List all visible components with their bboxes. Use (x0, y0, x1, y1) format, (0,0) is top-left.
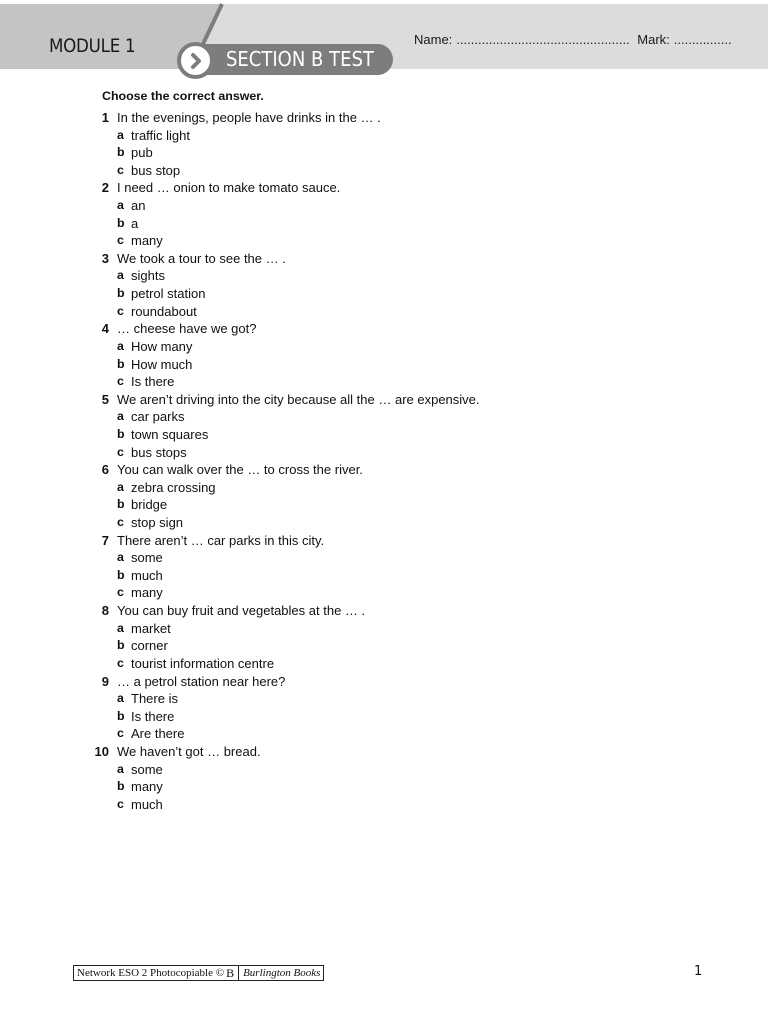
answer-option (0, 408, 768, 426)
option-text: town squares (131, 426, 209, 442)
option-letter: c (117, 796, 124, 811)
answer-option (0, 690, 768, 708)
answer-option (0, 496, 768, 514)
question-row (0, 532, 768, 550)
answer-option (0, 725, 768, 743)
option-text: tourist information centre (131, 655, 275, 671)
question-number: 5 (101, 391, 109, 407)
option-text: many (131, 585, 163, 601)
option-letter: c (117, 374, 124, 389)
question-text: You can buy fruit and vegetables at the … . (117, 603, 366, 619)
option-letter: a (117, 127, 124, 142)
option-letter: a (117, 620, 124, 635)
option-text: Is there (131, 708, 175, 724)
question-number: 3 (101, 250, 109, 266)
option-letter: b (117, 426, 125, 441)
question-text: In the evenings, people have drinks in the … . (117, 110, 381, 125)
option-letter: a (117, 479, 124, 494)
answer-option (0, 761, 768, 779)
answer-option (0, 567, 768, 585)
page-number: 1 (694, 964, 703, 979)
option-text: corner (131, 638, 168, 654)
option-text: petrol station (131, 286, 206, 302)
option-letter: b (117, 708, 125, 723)
option-text: roundabout (131, 303, 197, 319)
question-row (0, 673, 768, 691)
answer-option (0, 655, 768, 673)
mark-dots: ................ (673, 32, 732, 47)
answer-option (0, 637, 768, 655)
question-row (0, 109, 768, 127)
question-number: 2 (101, 180, 109, 196)
question-number: 8 (101, 603, 109, 619)
question-row (0, 461, 768, 479)
option-letter: c (117, 726, 124, 741)
option-text: some (131, 550, 163, 566)
option-letter: c (117, 233, 124, 248)
answer-option (0, 373, 768, 391)
copyright-text: Network ESO 2 Photocopiable © (77, 967, 225, 979)
footer-copyright (73, 965, 324, 981)
option-text: some (131, 761, 163, 777)
answer-option (0, 549, 768, 567)
option-letter: a (117, 338, 124, 353)
answer-option (0, 444, 768, 462)
answer-option (0, 303, 768, 321)
option-text: How many (131, 338, 193, 354)
option-text: zebra crossing (131, 479, 216, 495)
answer-option (0, 162, 768, 180)
option-text: pub (131, 145, 153, 161)
option-letter: a (117, 691, 124, 706)
option-text: bus stop (131, 162, 181, 178)
question-text: We haven’t got … bread. (117, 743, 261, 759)
option-text: sights (131, 268, 165, 284)
question-list (0, 109, 768, 813)
question-text: You can walk over the … to cross the river. (117, 462, 363, 478)
option-text: car parks (131, 409, 185, 425)
section-title: SECTION B TEST (226, 47, 374, 71)
option-letter: b (117, 497, 125, 512)
name-label: Name: (414, 32, 453, 47)
question-row (0, 391, 768, 409)
option-letter: c (117, 515, 124, 530)
option-letter: a (117, 268, 124, 283)
option-text: much (131, 567, 163, 583)
option-text: bus stops (131, 444, 187, 460)
question-row (0, 743, 768, 761)
question-row (0, 602, 768, 620)
option-letter: c (117, 655, 124, 670)
option-letter: b (117, 286, 125, 301)
question-number: 6 (101, 462, 109, 478)
answer-option (0, 620, 768, 638)
answer-option (0, 267, 768, 285)
answer-option (0, 356, 768, 374)
option-text: many (131, 233, 163, 249)
option-text: market (131, 620, 171, 636)
question-text: … a petrol station near here? (117, 673, 286, 689)
option-letter: c (117, 585, 124, 600)
question-number: 4 (101, 321, 109, 337)
answer-option (0, 708, 768, 726)
option-text: much (131, 796, 163, 812)
question-text: There aren’t … car parks in this city. (117, 532, 325, 548)
publisher-mark: B (226, 966, 235, 980)
option-letter: b (117, 779, 125, 794)
option-letter: a (117, 550, 124, 565)
answer-option (0, 144, 768, 162)
option-text: There is (131, 691, 178, 707)
question-text: I need … onion to make tomato sauce. (117, 180, 341, 196)
answer-option (0, 514, 768, 532)
answer-option (0, 338, 768, 356)
instructions: Choose the correct answer. (102, 89, 264, 103)
option-letter: a (117, 409, 124, 424)
option-text: How much (131, 356, 193, 372)
question-text: … cheese have we got? (117, 321, 257, 337)
option-letter: b (117, 356, 125, 371)
answer-option (0, 232, 768, 250)
answer-option (0, 796, 768, 814)
answer-option (0, 584, 768, 602)
option-letter: c (117, 303, 124, 318)
question-number: 10 (94, 743, 109, 759)
answer-option (0, 215, 768, 233)
question-row (0, 250, 768, 268)
option-text: Are there (131, 726, 185, 742)
mark-label: Mark: (637, 32, 670, 47)
option-letter: b (117, 215, 125, 230)
option-letter: b (117, 567, 125, 582)
option-text: stop sign (131, 515, 184, 531)
option-letter: c (117, 162, 124, 177)
publisher-name: Burlington Books (238, 966, 320, 980)
option-text: a (131, 215, 139, 231)
question-text: We took a tour to see the … . (117, 250, 286, 266)
answer-option (0, 127, 768, 145)
option-letter: a (117, 198, 124, 213)
option-text: many (131, 779, 163, 795)
option-letter: b (117, 638, 125, 653)
answer-option (0, 285, 768, 303)
option-text: bridge (131, 497, 168, 513)
option-text: an (131, 198, 146, 214)
question-row (0, 179, 768, 197)
option-letter: a (117, 761, 124, 776)
option-text: traffic light (131, 127, 191, 143)
answer-option (0, 426, 768, 444)
option-text: Is there (131, 374, 175, 390)
name-dots: ................................................ (456, 32, 630, 47)
question-number: 9 (101, 673, 109, 689)
question-text: We aren’t driving into the city because all the … are expensive. (117, 391, 480, 407)
chevron-right-icon (177, 42, 214, 79)
answer-option (0, 778, 768, 796)
option-letter: b (117, 145, 125, 160)
question-number: 7 (101, 532, 109, 548)
answer-option (0, 479, 768, 497)
question-row (0, 320, 768, 338)
name-mark-line (414, 32, 736, 47)
question-number: 1 (101, 110, 109, 125)
answer-option (0, 197, 768, 215)
module-title: MODULE 1 (49, 35, 136, 57)
option-letter: c (117, 444, 124, 459)
